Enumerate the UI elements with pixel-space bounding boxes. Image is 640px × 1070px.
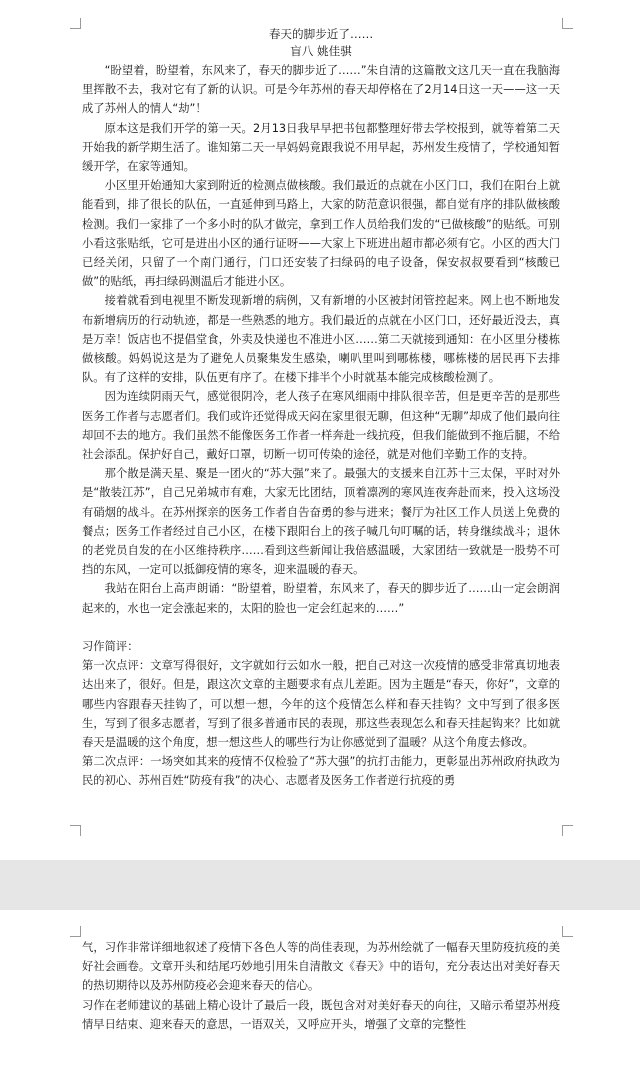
page-corner-mark: [562, 18, 573, 29]
page-corner-mark: [70, 18, 81, 29]
essay-paragraph: 我站在阳台上高声朗诵：“盼望着，盼望着，东风来了，春天的脚步近了……山一定会朗润起来的，水也一定会涨起来的，太阳的脸也一定会红起来的……”: [82, 582, 560, 615]
review-third-comment: 习作在老师建议的基础上精心设计了最后一段，既包含对对美好春天的向往，又暗示希望苏州疫情早日结束、迎来春天的意思，一语双关，又呼应开头，增强了文章的完整性: [82, 998, 560, 1031]
page-corner-mark: [70, 926, 81, 937]
review-first-comment: 第一次点评：文章写得很好，文字就如行云如水一般，把自己对这一次疫情的感受非常真切地表达出来了，很好。但是，跟这次文章的主题要求有点儿差距。因为主题是“春天，你好”，文章的哪些内容跟春天挂钩了，可以想一想，今年的这个疫情怎么样和春天挂钩？文中写到了很多医生，写到了很多志愿者，写到了很多普通市民的表现，那这些表现怎么和春天挂起钩来？比如就春天是温暖的这个角度，想一想这些人的哪些行为让你感觉到了温暖？从这个角度去修改。: [82, 659, 560, 749]
essay-paragraph: 因为连续阴雨天气，感觉很阴冷，老人孩子在寒风细雨中排队很辛苦，但是更辛苦的是那些医务工作者与志愿者们。我们或许还觉得成天闷在家里很无聊，但这种“无聊”却成了他们最向往却回不去的地方。我们虽然不能像医务工作者一样奔赴一线抗疫，但我们能做到不拖后腿，不给社会添乱。保护好自己，戴好口罩，切断一切可传染的途径，就是对他们辛勤工作的支持。: [82, 390, 560, 462]
page-gap: [0, 860, 640, 910]
essay-paragraph: 那个散是满天星、聚是一团火的“苏大强”来了。最强大的支援来自江苏十三太保，平时对外是“散装江苏”，自己兄弟城市有难，大家无比团结，顶着凛冽的寒风连夜奔赴而来，投入这场没有硝烟的战斗。在苏州探亲的医务工作者自告奋勇的参与进来；餐厅为社区工作人员送上免费的餐点；医务工作者经过自己小区，在楼下跟阳台上的孩子喊几句叮嘱的话，转身继续战斗；退休的老党员自发的在小区维持秩序……看到这些新闻让我倍感温暖，大家团结一致就是一股势不可挡的东风，一定可以抵御疫情的寒冬，迎来温暖的春天。: [82, 467, 560, 577]
essay-paragraph: 小区里开始通知大家到附近的检测点做核酸。我们最近的点就在小区门口，我们在阳台上就能看到，排了很长的队伍，一直延伸到马路上，大家的防范意识很强，都自觉有序的排队做核酸检测。我们一家排了一个多小时的队才做完，拿到工作人员给我们发的“已做核酸”的贴纸。可别小看这张贴纸，它可是进出小区的通行证呀——大家上下班进出超市都必须有它。小区的西大门已经关闭，只留了一个南门通行，门口还安装了扫绿码的电子设备，保安叔叔要看到“核酸已做”的贴纸，再扫绿码测温后才能进小区。: [82, 179, 560, 289]
page-content: [82, 938, 560, 1034]
essay-paragraph: 原本这是我们开学的第一天。2月13日我早早把书包都整理好带去学校报到，就等着第二天开始我的新学期生活了。谁知第二天一早妈妈竟跟我说不用早起，苏州发生疫情了，学校通知暂缓开学，在家等通知。: [82, 121, 560, 174]
essay-paragraph: 接着就看到电视里不断发现新增的病例，又有新增的小区被封闭管控起来。网上也不断地发布新增病历的行动轨迹，都是一些熟悉的地方。我们最近的点就在小区门口，还好最近没去，真是万幸！饭店也不提倡堂食，外卖及快递也不准进小区……第二天就接到通知：在小区里分楼栋做核酸。妈妈说这是为了避免人员聚集发生感染，喇叭里叫到哪栋楼，哪栋楼的居民再下去排队。有了这样的安排，队伍更有序了。在楼下排半个小时就基本能完成核酸检测了。: [82, 294, 560, 385]
review-heading: 习作简评：: [82, 639, 139, 653]
page-corner-mark: [562, 926, 573, 937]
essay-author: 盲八 姚佳骐: [290, 44, 352, 58]
essay-paragraph: “盼望着，盼望着，东风来了，春天的脚步近了……”朱自清的这篇散文这几天一直在我脑海里挥散不去，我对它有了新的认识。可是今年苏州的春天却停格在了2月14日这一天——这一天成了苏州人的情人“劫”！: [82, 64, 560, 116]
document-page-2: [0, 910, 640, 1070]
review-second-comment-continued: 气，习作非常详细地叙述了疫情下各色人等的尚佳表现，为苏州绘就了一幅春天里防疫抗疫的美好社会画卷。文章开头和结尾巧妙地引用朱自清散文《春天》中的语句，充分表达出对美好春天的热切期待以及苏州防疫必会迎来春天的信心。: [82, 941, 560, 993]
page-content: [82, 26, 560, 791]
review-second-comment: 第二次点评：一场突如其来的疫情不仅检验了“苏大强”的抗打击能力，更彰显出苏州政府执政为民的初心、苏州百姓“防疫有我”的决心、志愿者及医务工作者逆行抗疫的勇: [82, 755, 560, 788]
page-corner-mark: [70, 825, 81, 836]
essay-title: 春天的脚步近了……: [268, 27, 374, 41]
page-corner-mark: [562, 825, 573, 836]
